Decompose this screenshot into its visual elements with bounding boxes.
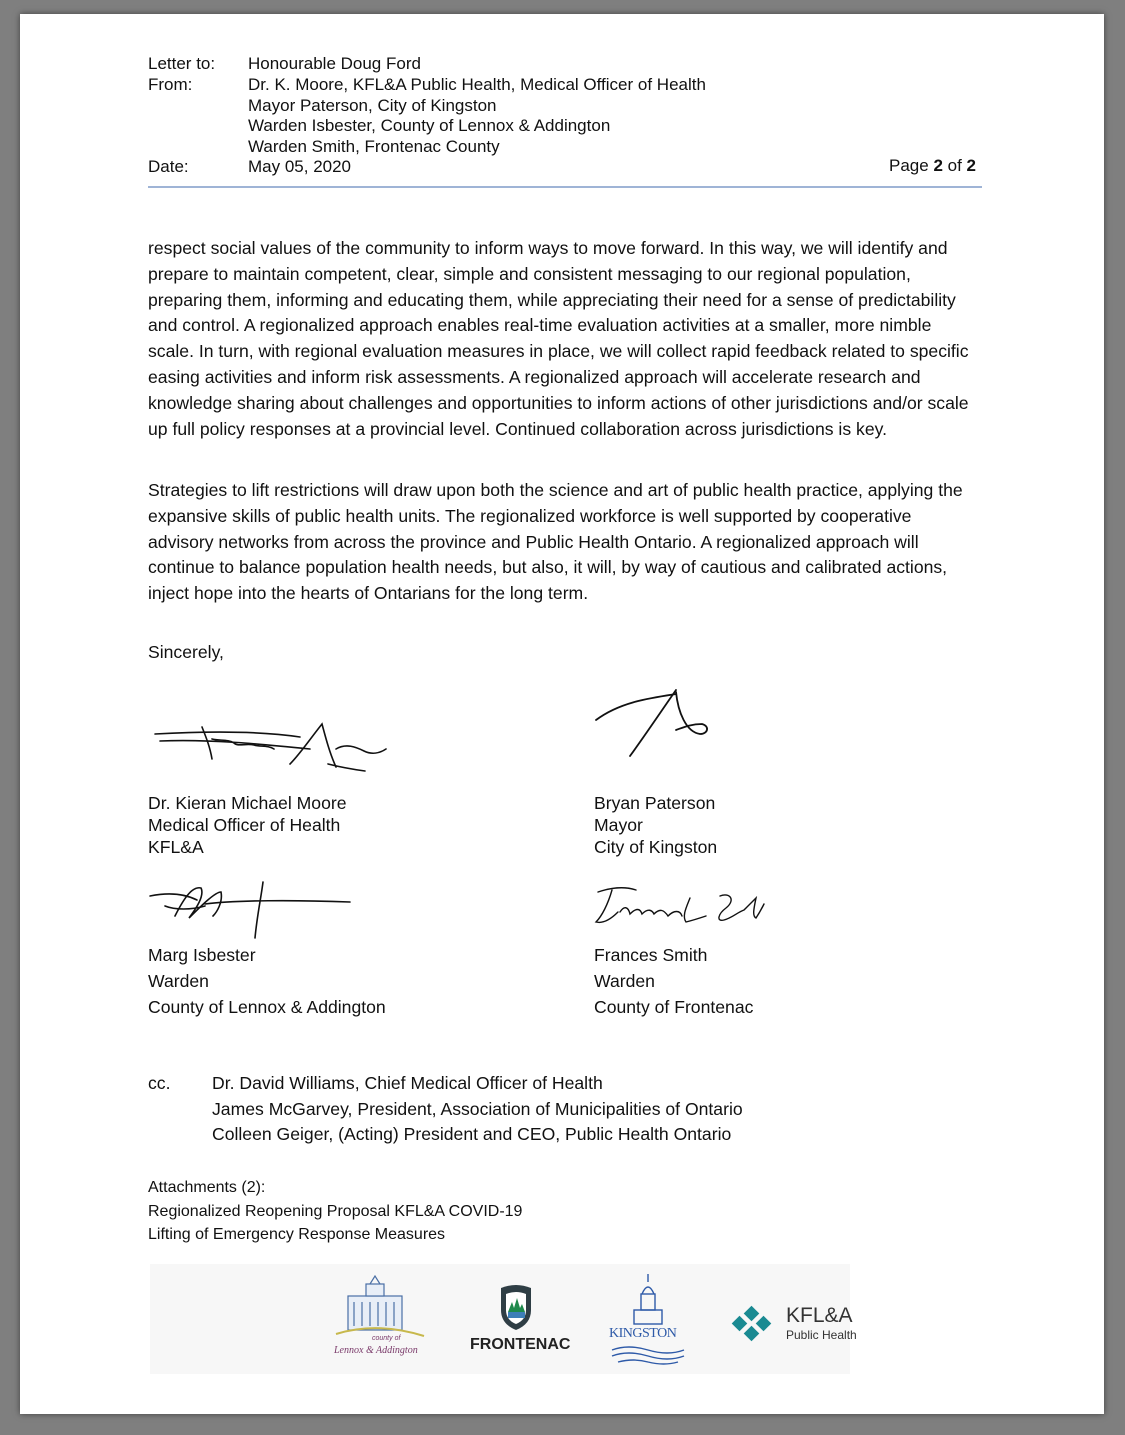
to-value: Honourable Doug Ford [248,54,421,73]
lennox-name-text: Lennox & Addington [334,1345,418,1356]
closing [148,640,978,666]
attachments-label: Attachments (2): [148,1179,266,1196]
from-value-1: Dr. K. Moore, KFL&A Public Health, Medical Officer of Health [248,75,706,94]
from-value-4: Warden Smith, Frontenac County [248,136,500,156]
kfla-sub-text: Public Health [786,1328,857,1342]
signatory-title: Medical Officer of Health [148,815,341,835]
header-rule [148,186,982,188]
signatory-moore [148,792,347,858]
signatory-isbester [148,942,386,1020]
page-number [889,156,976,176]
paragraph-1-text: respect social values of the community to inform ways to move forward. In this way, we will identify and prepare to maintain competent, clear, simple and consistent messaging to our regional population, preparing them, informing and educating them, while appreciating their need for a sense of predictability and control. A regionalized approach enables real-time evaluation activities at a smaller, more nimble scale. In turn, with regional evaluation measures in place, we will collect rapid feedback related to specific easing activities and inform risk assessments. A regionalized approach will accelerate research and knowledge sharing about challenges and opportunities to inform actions of other jurisdictions and/or scale up full policy responses at a provincial level. Continued collaboration across jurisdictions is key. [148,238,969,439]
attachment-item: Lifting of Emergency Response Measures [148,1226,446,1243]
frontenac-shield-logo [498,1284,534,1332]
from-label: From: [148,75,193,94]
signatory-smith [594,942,753,1020]
closing-text: Sincerely, [148,642,224,662]
cc-recipient: James McGarvey, President, Association of Municipalities of Ontario [212,1098,743,1119]
attachment-item: Regionalized Reopening Proposal KFL&A COVID-19 [148,1202,523,1220]
signatory-title: Mayor [594,815,643,835]
signatory-org: KFL&A [148,837,204,857]
signatory-paterson [594,792,717,858]
signatory-name: Frances Smith [594,945,708,965]
signatory-org: City of Kingston [594,837,718,857]
body-paragraph-2 [148,478,978,607]
cc-list [212,1071,743,1148]
signature-moore [150,709,390,779]
frontenac-text: FRONTENAC [470,1336,571,1353]
from-value-2: Mayor Paterson, City of Kingston [248,95,497,115]
attachments [148,1176,522,1247]
letter-page [20,14,1104,1414]
signatory-name: Marg Isbester [148,945,256,965]
signatory-title: Warden [594,971,655,991]
page-current: 2 [933,156,943,175]
kingston-logo [608,1272,688,1366]
signatory-name: Bryan Paterson [594,793,716,813]
signatory-name: Dr. Kieran Michael Moore [148,793,347,813]
kfla-diamond-logo [730,1306,778,1342]
cc-label: cc. [148,1073,171,1093]
body-paragraph-1 [148,236,978,442]
page-total: 2 [966,156,976,175]
signature-paterson [590,684,720,764]
kingston-text: KINGSTON [609,1326,677,1341]
cc-recipient: Colleen Geiger, (Acting) President and CEO, Public Health Ontario [212,1124,732,1144]
lennox-small-text: county of [372,1335,401,1342]
signatory-org: County of Lennox & Addington [148,997,386,1017]
signature-isbester [145,876,355,942]
signatory-org: County of Frontenac [594,997,754,1017]
to-label: Letter to: [148,54,216,73]
date-label: Date: [148,157,189,176]
signatory-title: Warden [148,971,209,991]
paragraph-2-text: Strategies to lift restrictions will draw upon both the science and art of public health practice, applying the expansive skills of public health units. The regionalized workforce is well supported by cooperative advisory networks from across the province and Public Health Ontario. A regionalized approach will continue to balance population health needs, but also, it will, by way of cautious and calibrated actions, inject hope into the hearts of Ontarians for the long term. [148,480,963,604]
signature-smith [590,882,765,934]
date-value: May 05, 2020 [248,157,352,176]
cc-recipient: Dr. David Williams, Chief Medical Officer of Health [212,1073,603,1093]
page-of: of [942,156,967,175]
from-value-3: Warden Isbester, County of Lennox & Addington [248,116,611,135]
page-prefix: Page [889,156,934,175]
kfla-name-text: KFL&A [786,1304,853,1327]
